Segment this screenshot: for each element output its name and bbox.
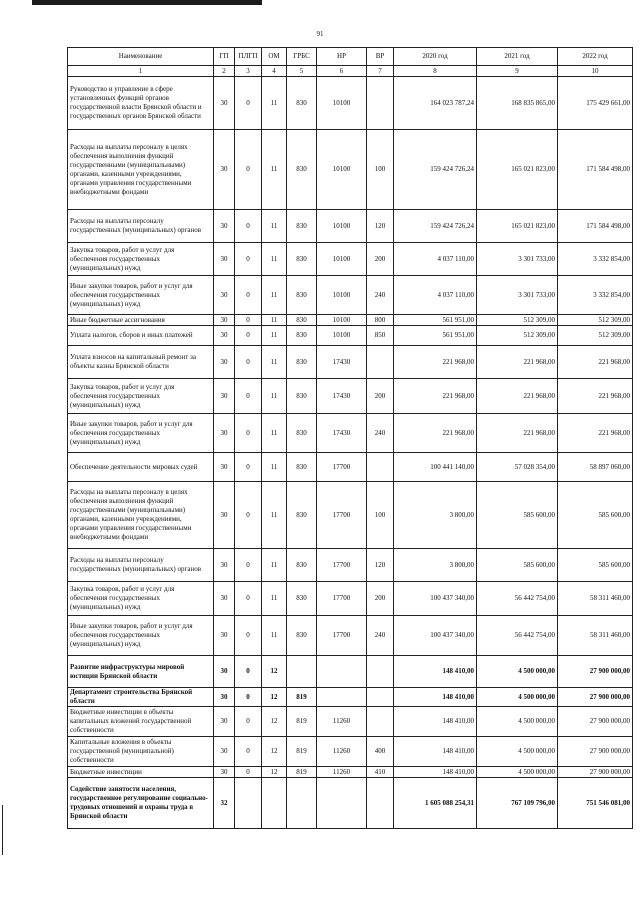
scan-top-bar [32, 0, 262, 5]
table-row [68, 778, 633, 829]
row-name: Расходы на выплаты персоналу государственных (муниципальных) органов [68, 549, 214, 582]
cell-gp: 32 [214, 778, 235, 829]
cell-2020: 148 410,00 [394, 737, 477, 767]
cell-om: 11 [262, 379, 287, 414]
cell-om: 11 [262, 326, 287, 346]
cell-plgp: 0 [235, 707, 262, 737]
cell-plgp: 0 [235, 656, 262, 688]
cell-gp: 30 [214, 276, 235, 315]
cell-plgp: 0 [235, 453, 262, 482]
header-cell: ГРБС [287, 48, 317, 66]
cell-nr: 10100 [317, 315, 367, 326]
row-name: Закупка товаров, работ и услуг для обеспечения государственных (муниципальных) нужд [68, 243, 214, 276]
cell-vr: 800 [367, 315, 394, 326]
cell-2022: 58 311 460,00 [558, 616, 633, 656]
cell-2022: 27 900 000,00 [558, 737, 633, 767]
cell-2022: 3 332 854,00 [558, 276, 633, 315]
table-row [68, 688, 633, 707]
cell-nr: 17700 [317, 453, 367, 482]
cell-vr: 240 [367, 276, 394, 315]
cell-gp: 30 [214, 453, 235, 482]
cell-plgp: 0 [235, 482, 262, 549]
column-number: 8 [394, 66, 477, 77]
row-name: Содействие занятости населения, государственное регулирование социально-трудовых отношений и охраны труда в Брянской области [68, 778, 214, 829]
cell-plgp: 0 [235, 688, 262, 707]
row-name: Закупка товаров, работ и услуг для обеспечения государственных (муниципальных) нужд [68, 582, 214, 616]
row-name: Иные закупки товаров, работ и услуг для обеспечения государственных (муниципальных) нужд [68, 616, 214, 656]
cell-nr [317, 688, 367, 707]
header-cell: 2022 год [558, 48, 633, 66]
cell-2020: 221 968,00 [394, 379, 477, 414]
cell-om: 11 [262, 549, 287, 582]
cell-2022: 58 311 460,00 [558, 582, 633, 616]
table-row [68, 276, 633, 315]
cell-plgp: 0 [235, 414, 262, 453]
cell-gp: 30 [214, 77, 235, 130]
table-row [68, 315, 633, 326]
cell-2022: 27 900 000,00 [558, 767, 633, 778]
cell-gp: 30 [214, 414, 235, 453]
cell-2022: 171 584 498,00 [558, 210, 633, 243]
header-row [68, 48, 633, 66]
table-row [68, 767, 633, 778]
row-name: Расходы на выплаты персоналу в целях обеспечения выполнения функций государственными (муниципальными) органами, казенными учреждениями, органами управления государственными внебюджетными фондами [68, 130, 214, 210]
header-cell: ГП [214, 48, 235, 66]
cell-om: 11 [262, 414, 287, 453]
cell-plgp: 0 [235, 616, 262, 656]
row-name: Иные закупки товаров, работ и услуг для обеспечения государственных (муниципальных) нужд [68, 414, 214, 453]
cell-2020: 148 410,00 [394, 767, 477, 778]
cell-gp: 30 [214, 707, 235, 737]
cell-nr: 10100 [317, 77, 367, 130]
table-row [68, 326, 633, 346]
cell-grbs: 830 [287, 77, 317, 130]
cell-2021: 512 309,00 [477, 326, 558, 346]
cell-nr: 10100 [317, 210, 367, 243]
cell-plgp: 0 [235, 346, 262, 379]
cell-2021: 168 835 865,00 [477, 77, 558, 130]
cell-om: 11 [262, 315, 287, 326]
cell-plgp: 0 [235, 243, 262, 276]
cell-gp: 30 [214, 315, 235, 326]
cell-grbs: 830 [287, 130, 317, 210]
table-body [68, 77, 633, 829]
column-number: 9 [477, 66, 558, 77]
cell-2020: 3 800,00 [394, 549, 477, 582]
cell-grbs: 830 [287, 582, 317, 616]
cell-vr: 240 [367, 414, 394, 453]
header-cell: 2020 год [394, 48, 477, 66]
cell-plgp: 0 [235, 379, 262, 414]
cell-grbs: 830 [287, 414, 317, 453]
cell-vr [367, 688, 394, 707]
cell-vr: 410 [367, 767, 394, 778]
cell-2021: 3 301 733,00 [477, 276, 558, 315]
cell-om: 12 [262, 707, 287, 737]
cell-plgp [235, 778, 262, 829]
cell-om: 11 [262, 130, 287, 210]
cell-om [262, 778, 287, 829]
column-number: 2 [214, 66, 235, 77]
cell-2020: 221 968,00 [394, 346, 477, 379]
cell-nr: 10100 [317, 276, 367, 315]
cell-2021: 767 109 796,00 [477, 778, 558, 829]
cell-om: 11 [262, 243, 287, 276]
cell-2020: 1 605 088 254,31 [394, 778, 477, 829]
cell-om: 12 [262, 767, 287, 778]
cell-om: 11 [262, 77, 287, 130]
cell-plgp: 0 [235, 210, 262, 243]
column-number-row [68, 66, 633, 77]
table-row [68, 453, 633, 482]
cell-2021: 4 500 000,00 [477, 737, 558, 767]
cell-2020: 100 441 140,00 [394, 453, 477, 482]
cell-2021: 56 442 754,00 [477, 582, 558, 616]
cell-2022: 585 600,00 [558, 549, 633, 582]
row-name: Закупка товаров, работ и услуг для обеспечения государственных (муниципальных) нужд [68, 379, 214, 414]
cell-2021: 585 600,00 [477, 549, 558, 582]
cell-grbs: 819 [287, 737, 317, 767]
cell-om: 11 [262, 210, 287, 243]
table-row [68, 243, 633, 276]
cell-plgp: 0 [235, 549, 262, 582]
cell-nr: 10100 [317, 243, 367, 276]
cell-vr: 240 [367, 616, 394, 656]
cell-grbs: 830 [287, 482, 317, 549]
table-row [68, 414, 633, 453]
cell-2022: 512 309,00 [558, 315, 633, 326]
table-row [68, 656, 633, 688]
cell-gp: 30 [214, 737, 235, 767]
cell-2021: 4 500 000,00 [477, 656, 558, 688]
cell-2020: 3 800,00 [394, 482, 477, 549]
row-name: Бюджетные инвестиции [68, 767, 214, 778]
cell-vr: 120 [367, 549, 394, 582]
cell-vr [367, 346, 394, 379]
cell-2020: 148 410,00 [394, 707, 477, 737]
cell-om: 12 [262, 656, 287, 688]
cell-nr: 17430 [317, 346, 367, 379]
table-row [68, 616, 633, 656]
header-cell: НР [317, 48, 367, 66]
column-number: 3 [235, 66, 262, 77]
cell-plgp: 0 [235, 130, 262, 210]
cell-nr [317, 656, 367, 688]
cell-nr: 10100 [317, 326, 367, 346]
cell-om: 11 [262, 276, 287, 315]
cell-2022: 751 546 081,00 [558, 778, 633, 829]
row-name: Уплата налогов, сборов и иных платежей [68, 326, 214, 346]
cell-gp: 30 [214, 616, 235, 656]
cell-2020: 159 424 726,24 [394, 210, 477, 243]
cell-2020: 561 951,00 [394, 315, 477, 326]
cell-gp: 30 [214, 379, 235, 414]
cell-2021: 57 028 354,00 [477, 453, 558, 482]
cell-grbs: 830 [287, 315, 317, 326]
cell-om: 11 [262, 482, 287, 549]
row-name: Расходы на выплаты персоналу государственных (муниципальных) органов [68, 210, 214, 243]
cell-2020: 100 437 340,00 [394, 616, 477, 656]
cell-vr [367, 778, 394, 829]
cell-plgp: 0 [235, 77, 262, 130]
cell-2021: 4 500 000,00 [477, 767, 558, 778]
table-row [68, 346, 633, 379]
column-number: 7 [367, 66, 394, 77]
cell-grbs: 819 [287, 767, 317, 778]
cell-grbs: 830 [287, 379, 317, 414]
cell-plgp: 0 [235, 315, 262, 326]
cell-gp: 30 [214, 688, 235, 707]
column-number: 4 [262, 66, 287, 77]
cell-gp: 30 [214, 582, 235, 616]
budget-table [67, 47, 633, 829]
cell-gp: 30 [214, 549, 235, 582]
cell-grbs: 830 [287, 276, 317, 315]
cell-vr: 200 [367, 379, 394, 414]
cell-vr [367, 707, 394, 737]
cell-grbs: 830 [287, 616, 317, 656]
cell-nr: 11260 [317, 737, 367, 767]
cell-vr: 120 [367, 210, 394, 243]
cell-gp: 30 [214, 326, 235, 346]
cell-om: 12 [262, 737, 287, 767]
cell-2022: 58 897 060,00 [558, 453, 633, 482]
row-name: Уплата взносов на капитальный ремонт за объекты казны Брянской области [68, 346, 214, 379]
header-cell: 2021 год [477, 48, 558, 66]
column-number: 10 [558, 66, 633, 77]
cell-vr: 100 [367, 482, 394, 549]
cell-2020: 4 037 110,00 [394, 243, 477, 276]
cell-2022: 221 968,00 [558, 414, 633, 453]
cell-vr: 200 [367, 243, 394, 276]
cell-vr: 200 [367, 582, 394, 616]
cell-2022: 3 332 854,00 [558, 243, 633, 276]
cell-om: 12 [262, 688, 287, 707]
cell-nr: 11260 [317, 707, 367, 737]
cell-2021: 165 021 823,00 [477, 210, 558, 243]
cell-2020: 164 023 787,24 [394, 77, 477, 130]
table-row [68, 77, 633, 130]
cell-2022: 175 429 661,00 [558, 77, 633, 130]
cell-grbs: 830 [287, 210, 317, 243]
column-number: 1 [68, 66, 214, 77]
header-cell: ПЛГП [235, 48, 262, 66]
cell-2020: 148 410,00 [394, 688, 477, 707]
page-number: 91 [316, 30, 324, 38]
cell-plgp: 0 [235, 326, 262, 346]
cell-nr: 17700 [317, 549, 367, 582]
header-cell: ОМ [262, 48, 287, 66]
cell-gp: 30 [214, 767, 235, 778]
cell-2020: 221 968,00 [394, 414, 477, 453]
cell-2022: 27 900 000,00 [558, 707, 633, 737]
cell-2022: 27 900 000,00 [558, 656, 633, 688]
header-cell: ВР [367, 48, 394, 66]
row-name: Иные закупки товаров, работ и услуг для обеспечения государственных (муниципальных) нужд [68, 276, 214, 315]
column-number: 6 [317, 66, 367, 77]
cell-grbs [287, 656, 317, 688]
cell-2021: 221 968,00 [477, 414, 558, 453]
cell-grbs: 830 [287, 453, 317, 482]
cell-gp: 30 [214, 130, 235, 210]
row-name: Обеспечение деятельности мировых судей [68, 453, 214, 482]
column-number: 5 [287, 66, 317, 77]
cell-nr: 17430 [317, 379, 367, 414]
row-name: Департамент строительства Брянской области [68, 688, 214, 707]
cell-2022: 512 309,00 [558, 326, 633, 346]
row-name: Расходы на выплаты персоналу в целях обеспечения выполнения функций государственными (муниципальными) органами, казенными учреждениями, органами управления государственными внебюджетными фондами [68, 482, 214, 549]
cell-2021: 4 500 000,00 [477, 707, 558, 737]
cell-2022: 221 968,00 [558, 379, 633, 414]
cell-2021: 512 309,00 [477, 315, 558, 326]
cell-gp: 30 [214, 482, 235, 549]
cell-plgp: 0 [235, 582, 262, 616]
table-row [68, 707, 633, 737]
cell-2021: 221 968,00 [477, 346, 558, 379]
cell-2021: 221 968,00 [477, 379, 558, 414]
cell-2020: 561 951,00 [394, 326, 477, 346]
cell-gp: 30 [214, 243, 235, 276]
cell-2021: 3 301 733,00 [477, 243, 558, 276]
cell-2022: 221 968,00 [558, 346, 633, 379]
row-name: Капитальные вложения в объекты государственной (муниципальной) собственности [68, 737, 214, 767]
cell-grbs: 819 [287, 707, 317, 737]
cell-grbs: 830 [287, 243, 317, 276]
table-row [68, 210, 633, 243]
cell-nr: 10100 [317, 130, 367, 210]
margin-mark [2, 805, 3, 855]
table-row [68, 737, 633, 767]
row-name: Иные бюджетные ассигнования [68, 315, 214, 326]
cell-nr: 17700 [317, 482, 367, 549]
cell-om: 11 [262, 453, 287, 482]
cell-nr: 17700 [317, 582, 367, 616]
cell-grbs: 830 [287, 326, 317, 346]
cell-om: 11 [262, 346, 287, 379]
cell-vr: 850 [367, 326, 394, 346]
cell-nr: 11260 [317, 767, 367, 778]
row-name: Бюджетные инвестиции в объекты капитальных вложений государственной собственности [68, 707, 214, 737]
cell-grbs: 830 [287, 346, 317, 379]
cell-plgp: 0 [235, 737, 262, 767]
cell-vr: 400 [367, 737, 394, 767]
table-row [68, 549, 633, 582]
cell-vr [367, 453, 394, 482]
cell-2020: 100 437 340,00 [394, 582, 477, 616]
cell-2021: 585 600,00 [477, 482, 558, 549]
row-name: Развитие инфраструктуры мировой юстиции Брянской области [68, 656, 214, 688]
cell-nr: 17430 [317, 414, 367, 453]
table-row [68, 582, 633, 616]
row-name: Руководство и управление в сфере установленных функций органов государственной власти Брянской области и государственных органов Брянской области [68, 77, 214, 130]
cell-vr: 100 [367, 130, 394, 210]
cell-2022: 585 600,00 [558, 482, 633, 549]
cell-grbs: 819 [287, 688, 317, 707]
cell-2021: 165 021 823,00 [477, 130, 558, 210]
cell-2020: 159 424 726,24 [394, 130, 477, 210]
cell-2021: 4 500 000,00 [477, 688, 558, 707]
cell-om: 11 [262, 582, 287, 616]
table-row [68, 482, 633, 549]
table-row [68, 379, 633, 414]
cell-nr: 17700 [317, 616, 367, 656]
cell-grbs [287, 778, 317, 829]
cell-2022: 27 900 000,00 [558, 688, 633, 707]
cell-2020: 4 037 110,00 [394, 276, 477, 315]
cell-2022: 171 584 498,00 [558, 130, 633, 210]
cell-nr [317, 778, 367, 829]
cell-grbs: 830 [287, 549, 317, 582]
cell-plgp: 0 [235, 276, 262, 315]
cell-2021: 56 442 754,00 [477, 616, 558, 656]
cell-2020: 148 410,00 [394, 656, 477, 688]
header-cell: Наименование [68, 48, 214, 66]
cell-gp: 30 [214, 210, 235, 243]
cell-plgp: 0 [235, 767, 262, 778]
cell-vr [367, 77, 394, 130]
cell-om: 11 [262, 616, 287, 656]
table-row [68, 130, 633, 210]
cell-gp: 30 [214, 656, 235, 688]
cell-gp: 30 [214, 346, 235, 379]
cell-vr [367, 656, 394, 688]
